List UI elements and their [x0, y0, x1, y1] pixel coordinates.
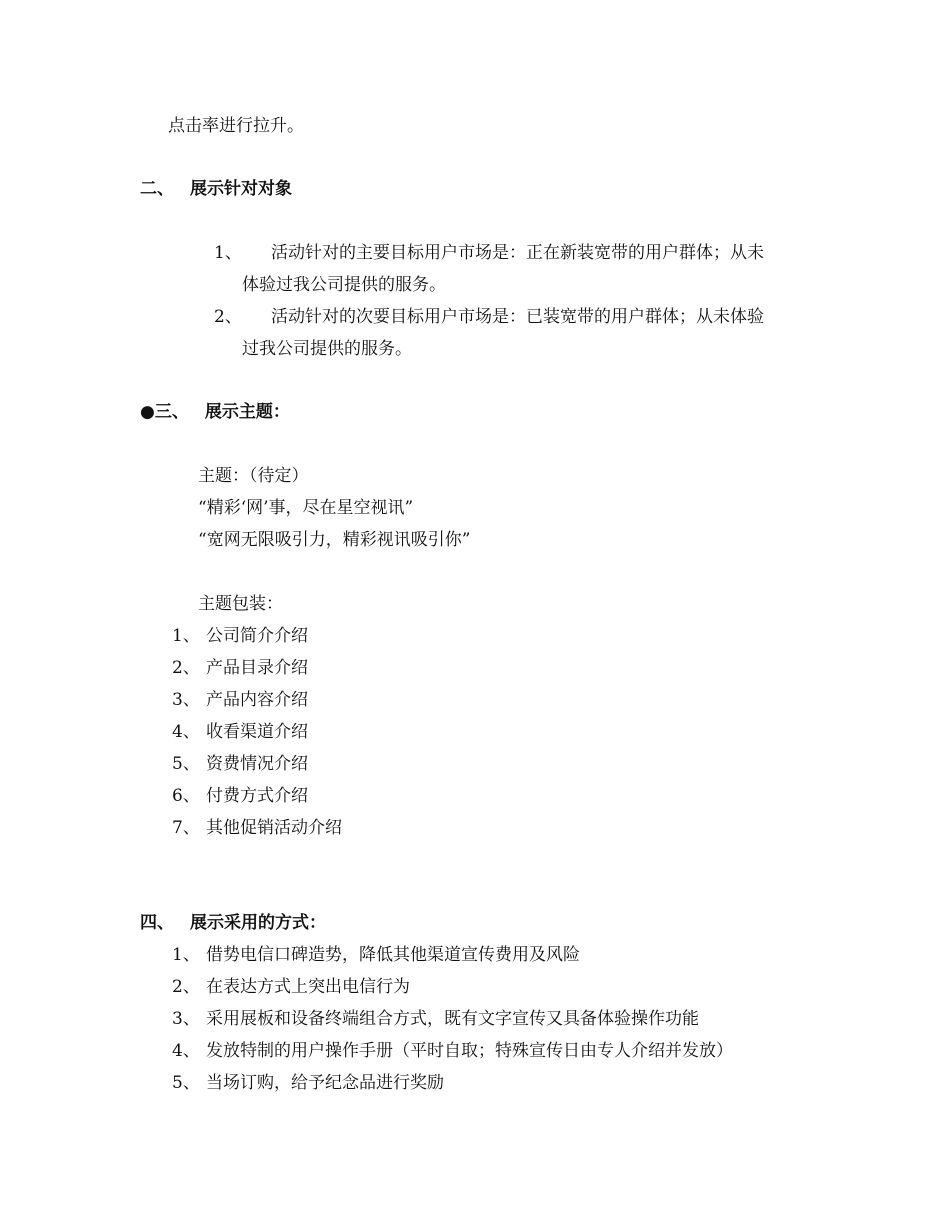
- section2-item-2-cont: 过我公司提供的服务。: [242, 339, 412, 359]
- list-item-text: 其他促销活动介绍: [206, 818, 342, 838]
- list-item: [172, 1040, 733, 1062]
- theme-label: 主题：（待定）: [198, 466, 309, 486]
- list-item: [172, 1008, 699, 1030]
- section4-number: 四、: [140, 913, 174, 933]
- list-number: 3、: [172, 690, 200, 710]
- list-item-text: 发放特制的用户操作手册（平时自取；特殊宣传日由专人介绍并发放）: [206, 1041, 733, 1061]
- list-item: [172, 689, 308, 711]
- list-number: 3、: [172, 1009, 200, 1029]
- list-number: 4、: [172, 1041, 200, 1061]
- list-number: 1、: [172, 945, 200, 965]
- list-item-text: 付费方式介绍: [206, 786, 308, 806]
- list-item-text: 活动针对的次要目标用户市场是：已装宽带的用户群体；从未体验: [271, 307, 764, 327]
- section2-heading: [140, 178, 292, 200]
- section4-heading: [140, 912, 326, 934]
- list-item-text: 资费情况介绍: [206, 754, 308, 774]
- list-item-text: 活动针对的主要目标用户市场是：正在新装宽带的用户群体；从未: [271, 243, 764, 263]
- list-item: [172, 657, 308, 679]
- list-item-text: 公司简介介绍: [206, 626, 308, 646]
- list-number: 7、: [172, 818, 200, 838]
- section2-number: 二、: [140, 179, 174, 199]
- intro-tail-text: 点击率进行拉升。: [168, 116, 304, 136]
- list-number: 5、: [172, 754, 200, 774]
- list-item: [172, 944, 580, 966]
- list-item-text: 收看渠道介绍: [206, 722, 308, 742]
- slogan-2: “宽网无限吸引力，精彩视讯吸引你”: [198, 530, 471, 550]
- list-number: 1、: [172, 626, 200, 646]
- list-number: 4、: [172, 722, 200, 742]
- list-item-text: 采用展板和设备终端组合方式，既有文字宣传又具备体验操作功能: [206, 1009, 699, 1029]
- list-item-text: 在表达方式上突出电信行为: [206, 977, 410, 997]
- list-item-text: 借势电信口碑造势，降低其他渠道宣传费用及风险: [206, 945, 580, 965]
- section3-number: 三、: [154, 402, 189, 422]
- section2-item-1-cont: 体验过我公司提供的服务。: [242, 275, 446, 295]
- list-item: [172, 1072, 444, 1094]
- slogan-1: “精彩‘网’事，尽在星空视讯”: [198, 498, 414, 518]
- list-number: 5、: [172, 1073, 200, 1093]
- list-item: [172, 721, 308, 743]
- list-number: 1、: [214, 243, 242, 263]
- list-item: [172, 817, 342, 839]
- list-number: 6、: [172, 786, 200, 806]
- list-item: [172, 753, 308, 775]
- bullet-icon: ●: [140, 402, 155, 422]
- section2-item-1: [214, 242, 764, 264]
- list-item: [172, 625, 308, 647]
- section2-title: 展示针对对象: [190, 179, 292, 199]
- section3-heading: [140, 401, 290, 423]
- section3-title: 展示主题：: [204, 402, 290, 422]
- list-item: [172, 785, 308, 807]
- list-number: 2、: [172, 658, 200, 678]
- list-number: 2、: [214, 307, 242, 327]
- list-item-text: 产品目录介绍: [206, 658, 308, 678]
- list-number: 2、: [172, 977, 200, 997]
- packaging-label: 主题包装：: [198, 594, 283, 614]
- section2-item-2: [214, 306, 764, 328]
- list-item-text: 产品内容介绍: [206, 690, 308, 710]
- section4-title: 展示采用的方式：: [190, 913, 326, 933]
- list-item: [172, 976, 410, 998]
- list-item-text: 当场订购，给予纪念品进行奖励: [206, 1073, 444, 1093]
